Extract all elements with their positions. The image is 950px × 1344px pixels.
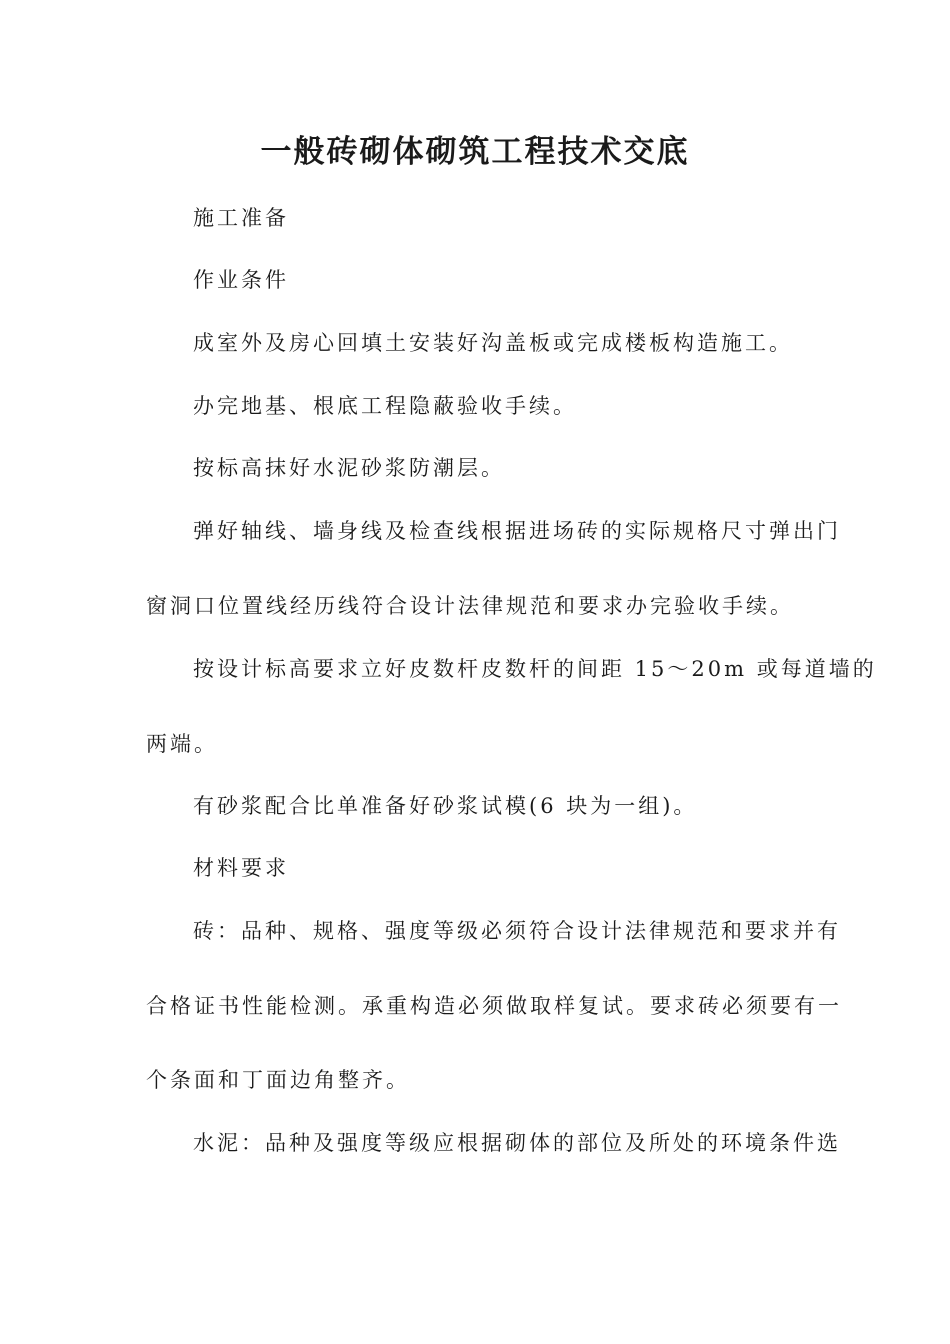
section-heading-construction-preparation: 施工准备 xyxy=(193,206,289,230)
paragraph-line: 弹好轴线、墙身线及检查线根据进场砖的实际规格尺寸弹出门 xyxy=(193,519,841,543)
paragraph-line: 窗洞口位置线经历线符合设计法律规范和要求办完验收手续。 xyxy=(146,594,794,618)
paragraph-line: 按标高抹好水泥砂浆防潮层。 xyxy=(193,456,505,480)
paragraph-line: 两端。 xyxy=(146,732,218,756)
subsection-heading-work-conditions: 作业条件 xyxy=(193,268,289,292)
paragraph-line: 砖：品种、规格、强度等级必须符合设计法律规范和要求并有 xyxy=(193,919,841,943)
paragraph-line: 个条面和丁面边角整齐。 xyxy=(146,1068,410,1092)
paragraph-line: 水泥：品种及强度等级应根据砌体的部位及所处的环境条件选 xyxy=(193,1131,841,1155)
paragraph-line: 合格证书性能检测。承重构造必须做取样复试。要求砖必须要有一 xyxy=(146,994,842,1018)
paragraph-line: 有砂浆配合比单准备好砂浆试模(6 块为一组)。 xyxy=(193,794,698,818)
subsection-heading-material-requirements: 材料要求 xyxy=(193,856,289,880)
document-title: 一般砖砌体砌筑工程技术交底 xyxy=(260,134,690,170)
paragraph-line: 办完地基、根底工程隐蔽验收手续。 xyxy=(193,394,577,418)
paragraph-line: 成室外及房心回填土安装好沟盖板或完成楼板构造施工。 xyxy=(193,331,793,355)
paragraph-line: 按设计标高要求立好皮数杆皮数杆的间距 15～20m 或每道墙的 xyxy=(193,657,877,681)
